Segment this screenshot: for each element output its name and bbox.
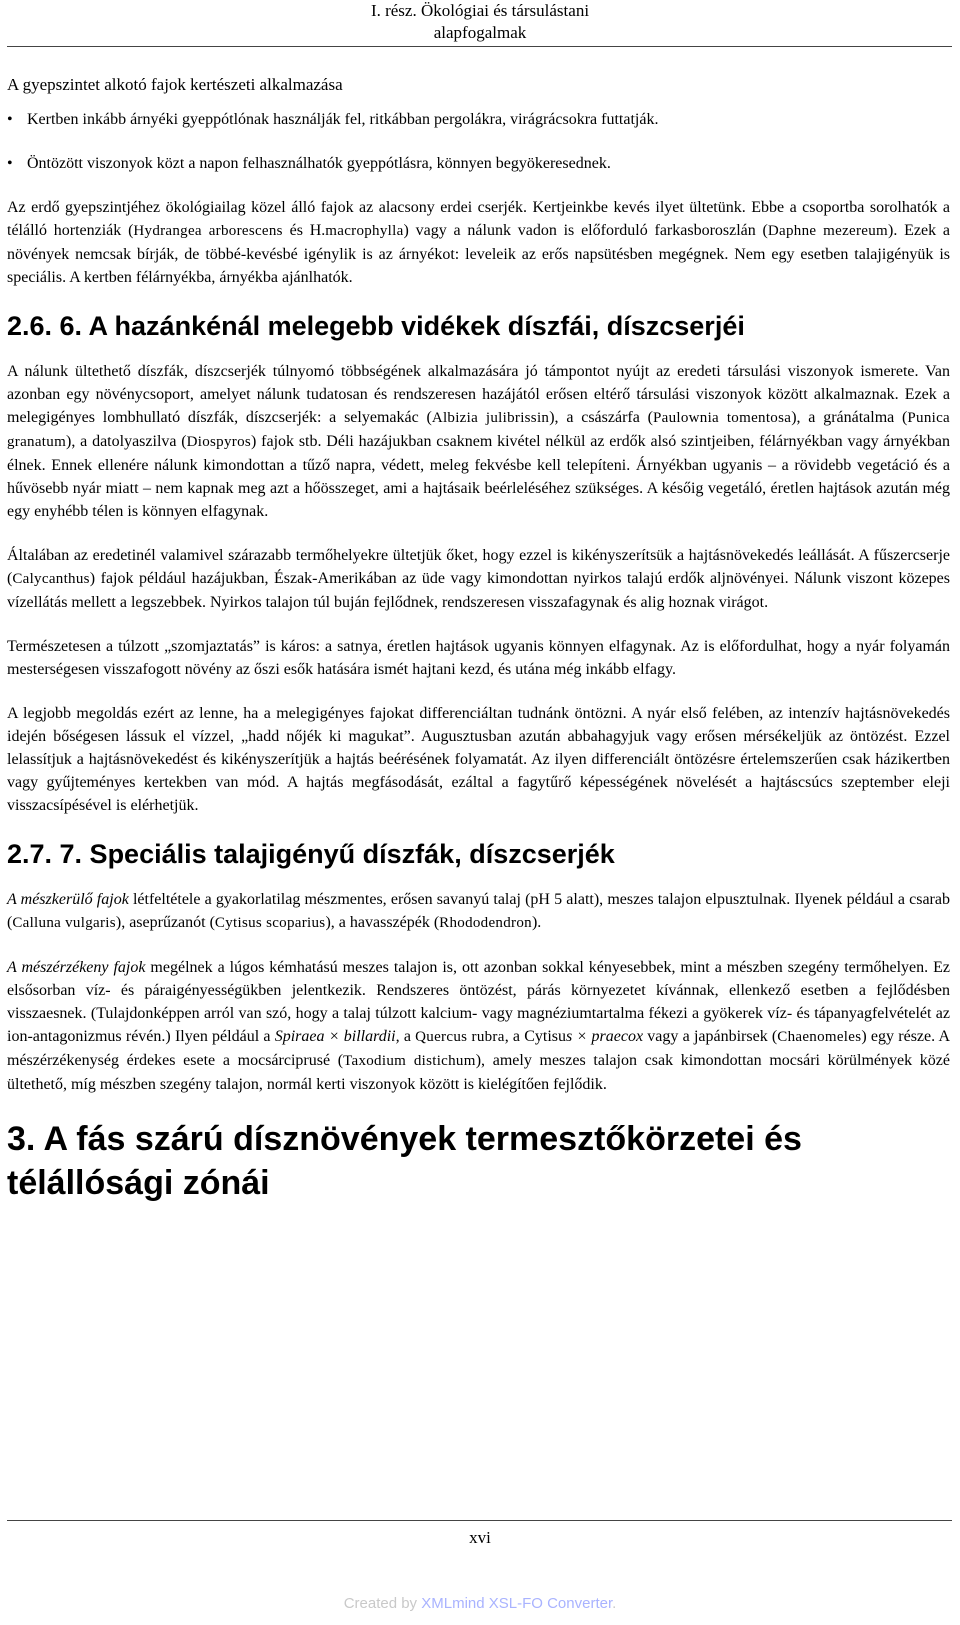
species-name: Albizia julibrissin (431, 410, 550, 426)
species-name: Diospyros (186, 434, 252, 450)
species-name: Rhododendron (439, 915, 532, 931)
text-run: vagy a japánbirsek ( (643, 1028, 778, 1045)
text-run: ), aseprűzanót ( (115, 914, 215, 931)
species-name: Hydrangea arborescens (133, 223, 283, 239)
section-heading: 2.7. 7. Speciális talajigényű díszfák, díszcserjék (7, 839, 615, 869)
header-divider (7, 46, 952, 47)
chapter-heading (7, 1117, 950, 1205)
bullet-list (7, 108, 950, 175)
paragraph (7, 956, 950, 1096)
species-name: Quercus rubra (415, 1029, 505, 1045)
paragraph (7, 544, 950, 614)
text-run: ), amely meszes talajon csak kimondottan mocsári körülmények közé ültethető, míg mészben szegény talajon, normál kerti viszonyok között is kielégítően fejlődik. (7, 1052, 950, 1093)
species-name: Taxodium distichum (343, 1053, 476, 1069)
term-italic: A mészérzékeny fajok (7, 959, 146, 976)
text-run: ), a császárfa ( (549, 409, 653, 426)
footer-divider (7, 1520, 952, 1521)
list-item (7, 152, 950, 175)
running-header (330, 0, 630, 44)
page-number: xvi (469, 1528, 491, 1547)
species-name: Calycanthus (12, 571, 90, 587)
bullet-icon: • (7, 111, 13, 128)
species-name: macrophylla (325, 223, 404, 239)
credit-link[interactable]: XMLmind XSL-FO Converter (421, 1595, 613, 1612)
paragraph (7, 888, 950, 935)
list-item (7, 108, 950, 131)
credit-prefix: Created by (343, 1595, 422, 1612)
header-line-2: alapfogalmak (433, 23, 527, 42)
text-run: ). (531, 914, 542, 931)
list-item-text: Öntözött viszonyok közt a napon felhasználhatók gyeppótlásra, könnyen begyökeresednek. (27, 155, 611, 172)
text-run: ) egy része. A mészérzékenység érdekes esete a mocsárciprusé ( (7, 1028, 951, 1069)
bullet-icon: • (7, 155, 13, 172)
converter-credit (0, 1595, 960, 1612)
text-run: , a Cytisu (504, 1028, 567, 1045)
text-run: ), a gránátalma ( (791, 409, 908, 426)
text-run: létfeltétele a gyakorlatilag mészmentes, erősen savanyú talaj (pH 5 alatt), meszes talajon elpusztulnak. Ilyenek például a csarab ( (7, 891, 950, 931)
text-run: Az erdő gyepszintjéhez ökológiailag közel álló fajok az alacsony erdei cserjék. Kertjeinkbe kevés ilyet ültetünk. Ebbe a csoportba sorolhatók a télálló hortenziák ( (7, 199, 950, 239)
text-run: a (399, 1028, 416, 1045)
text-run: megélnek a lúgos kémhatású meszes talajon is, ott azonban sokkal kényesebbek, mint a mészben szegény termőhelyen. Ez elsősorban víz- és páraigényességükben jelentkezik. Rendszeres öntözést, párás környezetet kívánnak, ellenkező esetben a fejlődésben visszaesnek. (Tulajdonképpen arról van szó, hogy a talaj túlzott kalcium- vagy magnéziumtartalma fékezi a gyökerek víz- és tápanyagfelvételét az ion-antagonizmus révén.) Ilyen például a (7, 959, 950, 1045)
list-item-text: Kertben inkább árnyéki gyeppótlónak használják fel, ritkábban pergolákra, virágrácsokra futtatják. (27, 111, 659, 128)
species-name: Paulownia tomentosa (652, 410, 792, 426)
text-run: és H. (282, 222, 326, 239)
text-run: ). Ezek a növények nemcsak bírják, de többé-kevésbé igénylik is az árnyékot: leveleik az erős napsütésben megégnek. Nem egy esetben talajigényük is speciális. A kertben félárnyékba, árnyékba ajánlhatók. (7, 222, 950, 286)
species-name: Punica granatum (7, 410, 951, 450)
term-italic: A mészkerülő fajok (7, 891, 129, 908)
chapter-heading-line: télállósági zónái (7, 1164, 270, 1202)
text-run: ), a havasszépék ( (325, 914, 440, 931)
page-content (7, 73, 950, 1205)
text-run: ), a datolyaszilva ( (66, 433, 187, 450)
species-name: Calluna vulgaris (12, 915, 116, 931)
section-heading: 2.6. 6. A hazánkénál melegebb vidékek díszfái, díszcserjéi (7, 311, 745, 341)
species-name: Cytisus scoparius (214, 915, 326, 931)
text-run: ) fajok stb. Déli hazájukban csaknem kivétel nélkül az erdők alsó szintjeiben, félárnyékban vagy árnyékban élnek. Ennek ellenére nálunk kimondottan a tűző napra, védett, meleg fekvésbe kell telepíteni. Árnyékban ugyanis – a rövidebb vegetáció és a hűvösebb nyár miatt – nem kapnak meg azt a hőösszeget, ami a hajtásaik beérleléséhez szükséges. A későig vegetáló, éretlen hajtások azután még egy enyhébb télen is könnyen elfagynak. (7, 433, 951, 520)
text-run: A nálunk ültethető díszfák, díszcserjék túlnyomó többségének alkalmazására jó támpontot nyújt az eredeti társulási viszonyok ismerete. Van azonban egy növénycsoport, amelyet nálunk tudatosan és rendszeresen hazájától erősen eltérő társulási viszonyok között alkalmaznak. Ezek a melegigényes lombhullató díszfák, díszcserjék: a selyemakác ( (7, 363, 950, 426)
species-name: Daphne mezereum (767, 223, 889, 239)
paragraph (7, 196, 950, 289)
species-italic: Spiraea × billardii, (274, 1028, 400, 1045)
paragraph: A legjobb megoldás ezért az lenne, ha a melegigényes fajokat differenciáltan tudnánk öntözni. A nyár első felében, az intenzív hajtásnövekedés idején bőségesen lássuk el vízzel, „hadd nőjék ki magukat”. Augusztusban azután abbahagyjuk vagy erősen mérsékeljük az öntözést. Ezzel lelassítjuk a hajtásnövekedést és kikényszerítjük a hajtás beérésének folyamatát. Az ilyen differenciált öntözésre értelemszerűen csak házikertben vagy gyűjteményes kertekben van mód. A hajtás megfásodását, ezáltal a fagytűrő képességének növelését a hajtáscsúcs szeptember eleji visszacsípésével is elérhetjük. (7, 705, 950, 814)
header-line-1: I. rész. Ökológiai és társulástani (370, 1, 590, 20)
text-run: ) fajok például hazájukban, Észak-Amerikában az üde vagy kimondottan nyirkos talajú erdők aljnövényei. Nálunk viszont közepes vízellátás mellett a legszebbek. Nyirkos talajon túl buján fejlődnek, rendszeresen visszafagynak és alig hoznak virágot. (7, 570, 950, 611)
chapter-heading-line: 3. A fás szárú dísznövények termesztőkörzetei és (7, 1120, 802, 1158)
paragraph: Természetesen a túlzott „szomjaztatás” is káros: a satnya, éretlen hajtások ugyanis könnyen elfagynak. Az is előfordulhat, hogy a nyár folyamán mesterségesen visszafogott növény az őszi esők hatására ismét hajtani kezd, és utána még inkább elfagy. (7, 638, 950, 678)
paragraph (7, 360, 950, 523)
credit-suffix: . (612, 1595, 617, 1612)
subheading: A gyepszintet alkotó fajok kertészeti alkalmazása (7, 75, 343, 94)
species-italic: s × praecox (566, 1028, 644, 1045)
species-name: Chaenomeles (777, 1029, 862, 1045)
text-run: Általában az eredetinél valamivel szárazabb termőhelyekre ültetjük őket, hogy ezzel is kikényszerítsük a hajtásnövekedés leállását. A fűszercserje ( (7, 547, 950, 587)
text-run: ) vagy a nálunk vadon is előforduló farkasboroszlán ( (403, 222, 768, 239)
